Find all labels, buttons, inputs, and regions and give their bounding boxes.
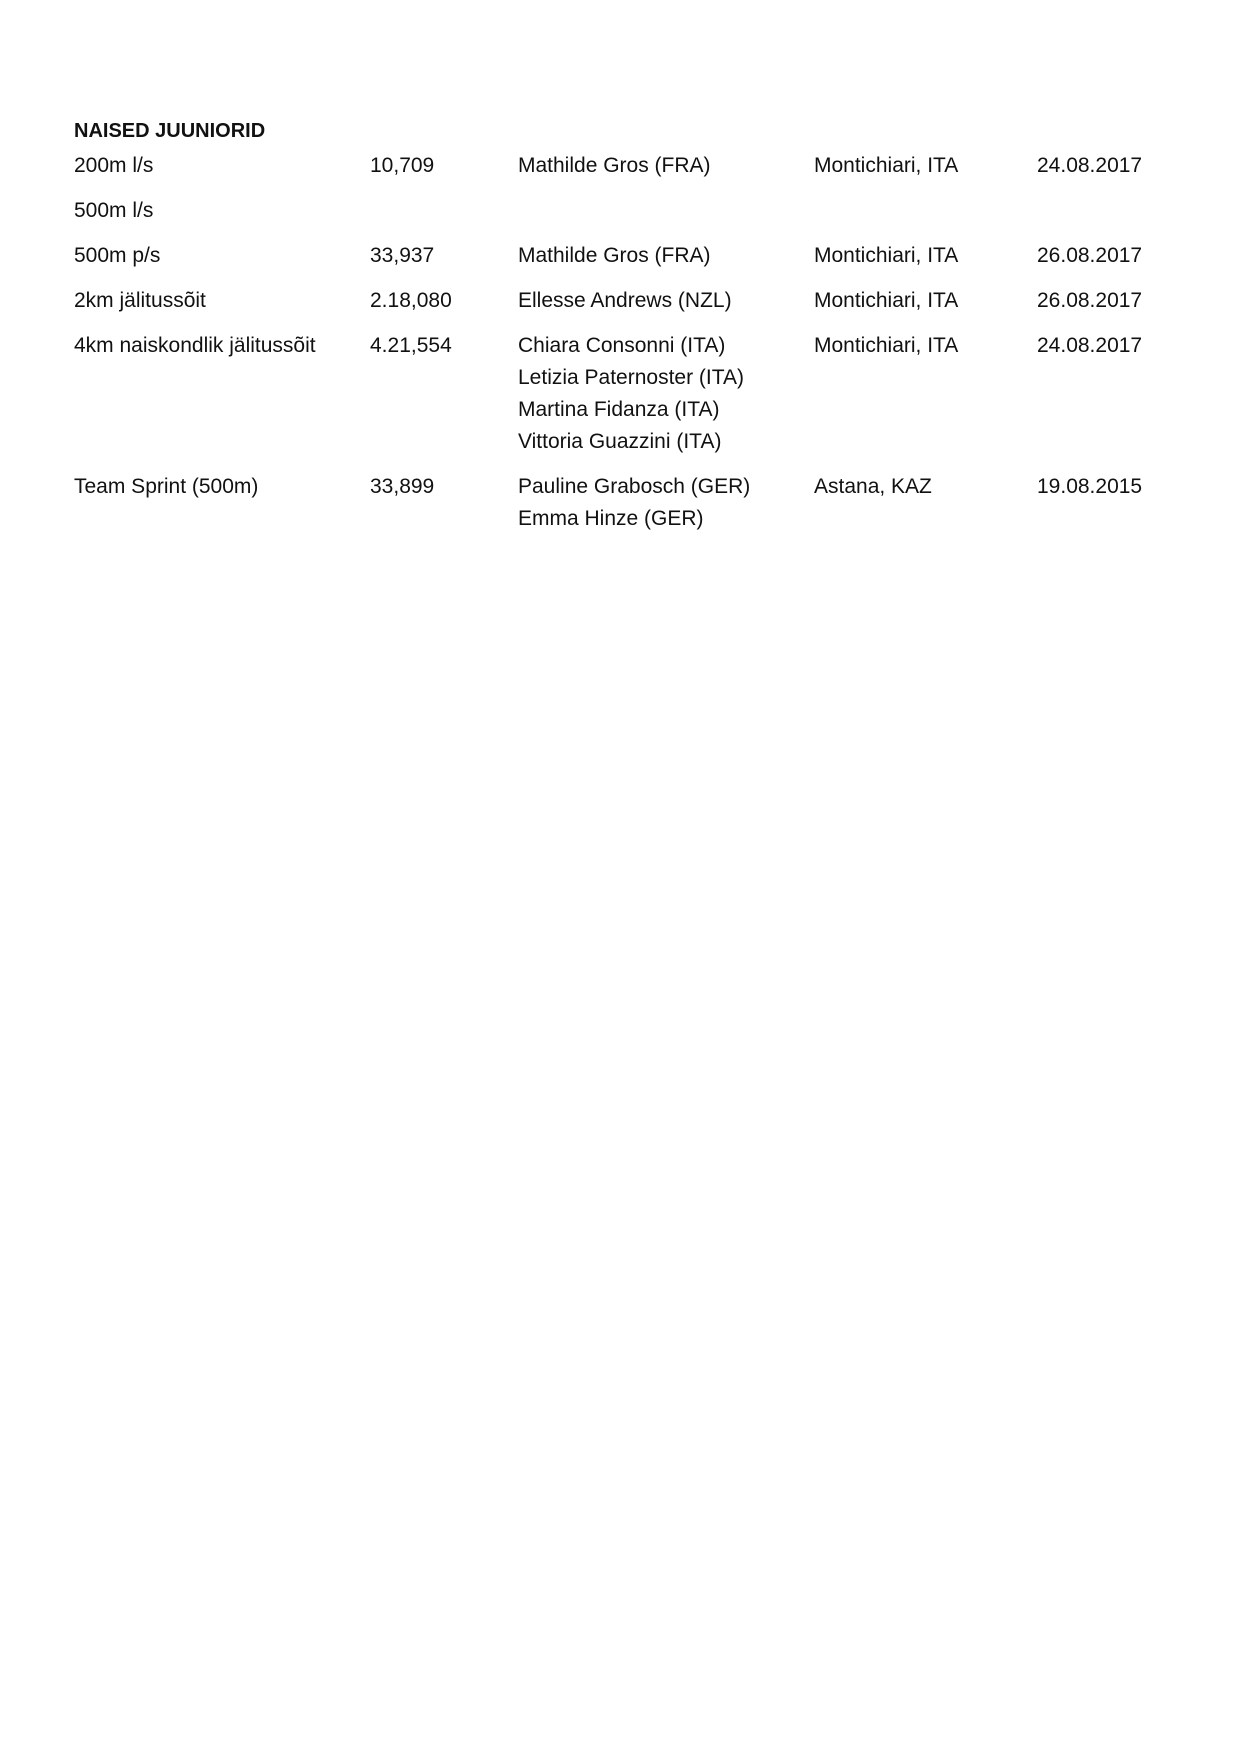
record-date: 26.08.2017 <box>1037 244 1143 267</box>
record-event: 2km jälitussõit <box>74 289 206 312</box>
record-athletes <box>518 150 814 182</box>
record-date: 24.08.2017 <box>1037 334 1143 357</box>
record-event: 500m l/s <box>74 199 154 222</box>
record-athlete: Letizia Paternoster (ITA) <box>518 366 745 389</box>
record-place: Montichiari, ITA <box>814 244 959 267</box>
record-athlete: Emma Hinze (GER) <box>518 507 704 530</box>
record-time: 4.21,554 <box>370 334 452 357</box>
record-athletes <box>518 285 814 317</box>
record-time: 10,709 <box>370 154 435 177</box>
record-place: Montichiari, ITA <box>814 154 959 177</box>
record-athletes <box>518 330 814 458</box>
record-place: Montichiari, ITA <box>814 289 959 312</box>
record-time: 33,899 <box>370 475 435 498</box>
record-event: 200m l/s <box>74 154 154 177</box>
record-time: 33,937 <box>370 244 435 267</box>
records-table <box>74 150 1174 548</box>
record-athlete: Mathilde Gros (FRA) <box>518 244 711 267</box>
record-event: 500m p/s <box>74 244 161 267</box>
record-date: 26.08.2017 <box>1037 289 1143 312</box>
record-athlete: Chiara Consonni (ITA) <box>518 334 726 357</box>
record-event: Team Sprint (500m) <box>74 475 259 498</box>
record-date: 24.08.2017 <box>1037 154 1143 177</box>
record-date: 19.08.2015 <box>1037 475 1143 498</box>
record-athlete: Mathilde Gros (FRA) <box>518 154 711 177</box>
record-time: 2.18,080 <box>370 289 452 312</box>
record-row <box>74 285 1174 317</box>
record-athlete: Martina Fidanza (ITA) <box>518 398 720 421</box>
record-athletes <box>518 240 814 272</box>
record-athletes <box>518 471 814 535</box>
record-row <box>74 150 1174 182</box>
record-row <box>74 330 1174 458</box>
record-athlete: Ellesse Andrews (NZL) <box>518 289 732 312</box>
record-place: Astana, KAZ <box>814 475 932 498</box>
record-row <box>74 195 1174 227</box>
record-athlete: Vittoria Guazzini (ITA) <box>518 430 722 453</box>
record-athlete: Pauline Grabosch (GER) <box>518 475 751 498</box>
record-event: 4km naiskondlik jälitussõit <box>74 334 316 357</box>
record-place: Montichiari, ITA <box>814 334 959 357</box>
record-row <box>74 240 1174 272</box>
section-title: NAISED JUUNIORID <box>74 120 266 142</box>
record-row <box>74 471 1174 535</box>
